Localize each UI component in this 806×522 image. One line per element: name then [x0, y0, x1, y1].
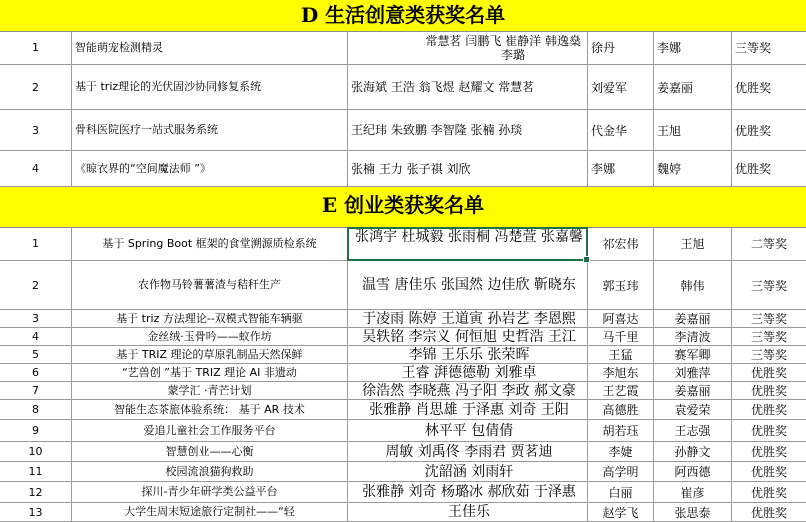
row-number: 1: [0, 31, 72, 65]
row-number: 5: [0, 346, 72, 364]
table-row[interactable]: [0, 65, 806, 110]
project-name: [72, 400, 348, 420]
members: [348, 364, 588, 382]
teacher-1: 白丽: [588, 482, 654, 503]
teacher-1: 李婕: [588, 442, 654, 462]
award: 优胜奖: [732, 65, 806, 110]
row-number: 9: [0, 420, 72, 442]
teacher-2: 韩伟: [654, 261, 732, 310]
teacher-1: 高学明: [588, 462, 654, 482]
members-text: 李锦 王乐乐 张荣晖: [408, 346, 530, 363]
row-number: 7: [0, 382, 72, 400]
project-name: [72, 462, 348, 482]
project-name: [72, 328, 348, 346]
project-name: [72, 346, 348, 364]
members-text: 张鸿宇 杜城毅 张雨桐 冯楚萱 张嘉馨: [355, 229, 583, 245]
members-text: 温雪 唐佳乐 张国然 边佳欣 靳晓东: [362, 277, 576, 293]
project-name: [72, 442, 348, 462]
project-name: [72, 420, 348, 442]
award: 优胜奖: [732, 110, 806, 151]
table-row[interactable]: [0, 482, 806, 503]
members-line1: 常慧茗 闫鹏飞 崔静洋 韩逸燊: [425, 33, 581, 48]
teacher-2: 赛军卿: [654, 346, 732, 364]
table-row[interactable]: [0, 420, 806, 442]
award: 优胜奖: [732, 151, 806, 187]
teacher-1: 阿喜达: [588, 310, 654, 328]
section-e-header[interactable]: [0, 187, 806, 228]
award: 三等奖: [732, 261, 806, 310]
members: [348, 110, 588, 151]
table-row[interactable]: [0, 400, 806, 420]
row-number: 6: [0, 364, 72, 382]
members: [348, 310, 588, 328]
project-text: “艺兽创 ”基于 TRIZ 理论 AI 非遗动: [122, 365, 297, 379]
members-text: 张雅静 刘奇 杨璐冰 郝欣茹 于泽惠: [362, 484, 576, 500]
table-row[interactable]: [0, 442, 806, 462]
row-number: 2: [0, 65, 72, 110]
project-text: 基于 Spring Boot 框架的食堂溯源质检系统: [102, 237, 317, 250]
members: [348, 503, 588, 522]
row-number: 2: [0, 261, 72, 310]
teacher-1: 李娜: [588, 151, 654, 187]
table-row[interactable]: [0, 382, 806, 400]
members-text: 于凌雨 陈婷 王道寅 孙岩艺 李恩熙: [362, 310, 576, 327]
members: [348, 420, 588, 442]
section-e-title: E 创业类获奖名单: [321, 193, 485, 217]
row-number: 12: [0, 482, 72, 503]
teacher-1: 代金华: [588, 110, 654, 151]
members-text: 张雅静 肖思雄 于泽惠 刘奇 王阳: [369, 401, 569, 418]
teacher-1: 郭玉玮: [588, 261, 654, 310]
award: 优胜奖: [732, 503, 806, 522]
row-number: 3: [0, 110, 72, 151]
award: 优胜奖: [732, 442, 806, 462]
teacher-1: 徐丹: [588, 31, 654, 65]
table-row[interactable]: [0, 31, 806, 65]
members[interactable]: [348, 227, 588, 261]
award: 三等奖: [732, 328, 806, 346]
project-text: 农作物马铃薯薯渣与秸秆生产: [138, 278, 281, 291]
table-row[interactable]: [0, 310, 806, 328]
project-text: 《晾衣界的“空间魔法师 ”》: [75, 161, 211, 175]
members: [348, 462, 588, 482]
row-number: 13: [0, 503, 72, 522]
table-row[interactable]: [0, 503, 806, 522]
table-row[interactable]: [0, 227, 806, 261]
award: 优胜奖: [732, 462, 806, 482]
teacher-2: 魏婷: [654, 151, 732, 187]
members-text: 沈韶涵 刘雨轩: [424, 463, 514, 480]
members-text: 吴轶铭 李宗义 何恒旭 史哲浩 王江: [362, 328, 576, 345]
project-text: 智能生态茶旅体验系统： 基于 AR 技术: [114, 402, 305, 416]
table-row[interactable]: [0, 462, 806, 482]
project-text: 金丝绒·玉骨吟——蚁作坊: [147, 329, 272, 343]
award: 优胜奖: [732, 482, 806, 503]
members: [348, 482, 588, 503]
teacher-1: 刘爱军: [588, 65, 654, 110]
award: 优胜奖: [732, 420, 806, 442]
award: 优胜奖: [732, 364, 806, 382]
teacher-2: 袁爱荣: [654, 400, 732, 420]
teacher-2: 姜嘉丽: [654, 382, 732, 400]
teacher-1: 马千里: [588, 328, 654, 346]
members: [348, 382, 588, 400]
project-text: 基于 triz理论的光伏固沙协同修复系统: [75, 80, 262, 93]
award: 优胜奖: [732, 382, 806, 400]
row-number: 1: [0, 227, 72, 261]
teacher-2: 姜嘉丽: [654, 310, 732, 328]
members-line2: 李璐: [500, 47, 525, 62]
members: [348, 346, 588, 364]
teacher-2: 李清波: [654, 328, 732, 346]
members-text: 张楠 王力 张子祺 刘欣: [351, 161, 471, 176]
teacher-2: 张思泰: [654, 503, 732, 522]
members: [348, 151, 588, 187]
table-row[interactable]: [0, 151, 806, 187]
teacher-1: 高德胜: [588, 400, 654, 420]
teacher-1: 胡若珏: [588, 420, 654, 442]
row-number: 4: [0, 151, 72, 187]
project-name: [72, 503, 348, 522]
teacher-2: 王旭: [654, 110, 732, 151]
members-text: 张海斌 王浩 翁飞煜 赵耀文 常慧茗: [351, 80, 535, 94]
table-row[interactable]: [0, 346, 806, 364]
project-text: 蒙学汇 ·青芒计划: [167, 383, 252, 397]
project-name: [72, 227, 348, 261]
members: [348, 328, 588, 346]
project-text: 智能萌宠检测精灵: [75, 40, 163, 54]
teacher-2: 孙静文: [654, 442, 732, 462]
project-text: 探川-青少年研学类公益平台: [141, 485, 278, 498]
award: 三等奖: [732, 31, 806, 65]
members-text: 林平平 包倩倩: [424, 422, 514, 439]
award: 三等奖: [732, 346, 806, 364]
teacher-2: 王旭: [654, 227, 732, 261]
row-number: 4: [0, 328, 72, 346]
members: [348, 65, 588, 110]
project-name: [72, 310, 348, 328]
project-text: 基于 triz 方法理论--双模式智能车辆驱: [116, 311, 303, 325]
project-text: 智慧创业——心衡: [165, 444, 254, 458]
project-name: [72, 382, 348, 400]
table-row[interactable]: [0, 328, 806, 346]
members-text: 周敏 刘禹佟 李雨君 贾茗迪: [385, 443, 553, 460]
members-text: 王佳乐: [448, 504, 490, 520]
project-text: 爱追儿童社会工作服务平台: [143, 423, 276, 437]
teacher-2: 李娜: [654, 31, 732, 65]
members: [348, 442, 588, 462]
table-row[interactable]: [0, 364, 806, 382]
members-text: 王纪玮 朱致鹏 李智隆 张楠 孙琰: [351, 123, 523, 137]
row-number: 10: [0, 442, 72, 462]
section-d-header[interactable]: [0, 0, 806, 32]
table-row[interactable]: [0, 261, 806, 310]
row-number: 3: [0, 310, 72, 328]
members: [348, 261, 588, 310]
project-text: 校园流浪猫狗救助: [165, 464, 254, 478]
project-name: [72, 65, 348, 110]
teacher-1: 赵学飞: [588, 503, 654, 522]
table-row[interactable]: [0, 110, 806, 151]
teacher-2: 王志强: [654, 420, 732, 442]
project-text: 基于 TRIZ 理论的草原乳制品天然保鲜: [116, 347, 303, 361]
award: 二等奖: [732, 227, 806, 261]
project-name: [72, 364, 348, 382]
members-text: 王睿 湃德德勒 刘雅卓: [401, 364, 537, 381]
project-text: 大学生周末短途旅行定制社——“轻: [124, 505, 295, 518]
project-text: 骨科医院医疗一站式服务系统: [75, 123, 218, 136]
teacher-1: 李旭东: [588, 364, 654, 382]
project-name: [72, 110, 348, 151]
teacher-1: 祁宏伟: [588, 227, 654, 261]
members: [348, 31, 588, 65]
teacher-2: 崔彦: [654, 482, 732, 503]
teacher-1: 王猛: [588, 346, 654, 364]
teacher-2: 阿西德: [654, 462, 732, 482]
members-text: 徐浩然 李晓燕 冯子阳 李政 郝文豪: [362, 382, 576, 399]
project-name: [72, 151, 348, 187]
project-name: [72, 31, 348, 65]
award: 优胜奖: [732, 400, 806, 420]
project-name: [72, 261, 348, 310]
project-name: [72, 482, 348, 503]
teacher-2: 姜嘉丽: [654, 65, 732, 110]
row-number: 8: [0, 400, 72, 420]
award: 三等奖: [732, 310, 806, 328]
teacher-1: 王艺霞: [588, 382, 654, 400]
members: [348, 400, 588, 420]
teacher-2: 刘雅萍: [654, 364, 732, 382]
section-d-title: D 生活创意类获奖名单: [300, 3, 506, 27]
row-number: 11: [0, 462, 72, 482]
